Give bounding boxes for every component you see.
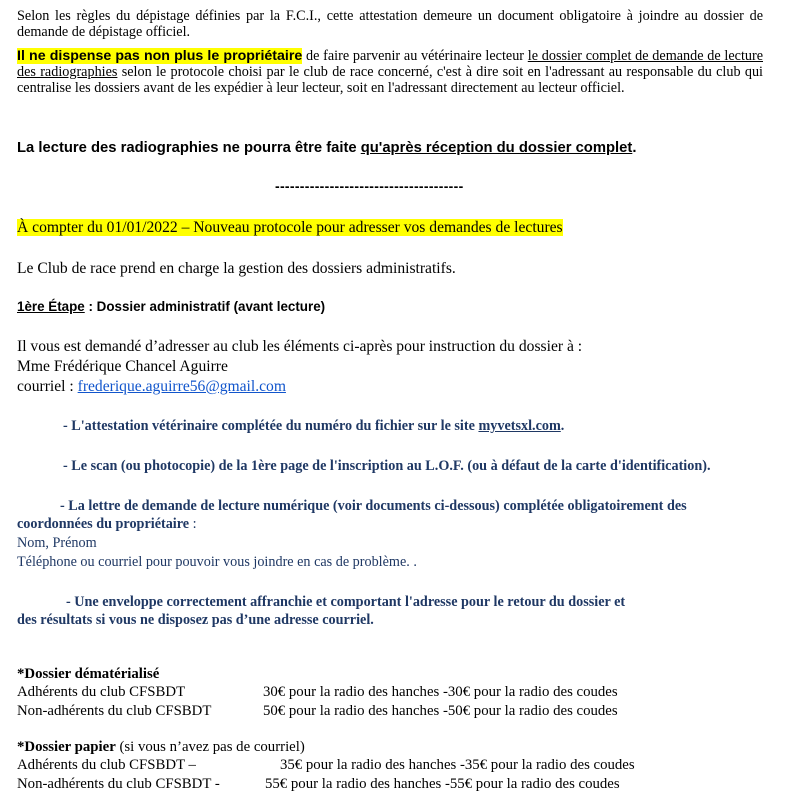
intro-text-2a: de faire parvenir au vétérinaire lecteur [302,48,528,64]
pricing-row-price: 30€ pour la radio des hanches -30€ pour la radio des coudes [263,684,618,700]
pricing-row-label: Non-adhérents du club CFSBDT [17,703,212,719]
pricing-papier-title: *Dossier papier [17,739,116,755]
email-label: courriel : [17,378,78,395]
complete-file-underlined: le dossier complet de demande de lecture des radiographies [17,48,763,80]
owner-name-line: Nom, Prénom [17,535,97,551]
notice-text: La lecture des radiographies ne pourra être faite [17,140,361,156]
contact-name: Mme Frédérique Chancel Aguirre [17,358,228,375]
item-envelope-line2: des résultats si vous ne disposez pas d’une adresse courriel. [17,612,374,628]
item-request-letter-line1: - La lettre de demande de lecture numérique (voir documents ci-dessous) complétée obligatoirement des [60,498,687,514]
pricing-dematerialise-title: *Dossier dématérialisé [17,666,160,682]
separator: -------------------------------------- [275,178,464,194]
intro-text-1: Selon les règles du dépistage définies par la F.C.I., cette attestation demeure un document obligatoire à joindre au dossier de demande de dépistage officiel. [17,8,763,40]
item1-end: . [560,418,565,434]
owner-details: coordonnées du propriétaire [17,516,190,532]
contact-email-line [17,378,286,396]
protocol-banner [17,219,563,237]
step1-label: 1ère Étape [17,299,85,314]
notice-end: . [632,140,637,156]
notice-underlined: qu'après réception du dossier complet [360,140,633,156]
item1-text: - L'attestation vétérinaire complétée du numéro du fichier sur le site [63,418,479,434]
owner-contact-line: Téléphone ou courriel pour pouvoir vous joindre en cas de problème. . [17,554,417,570]
pricing-papier-note: (si vous n’avez pas de courriel) [115,739,305,755]
step1-rest: : Dossier administratif (avant lecture) [84,299,326,314]
item-request-letter-line2 [17,516,197,533]
step1-heading [17,299,325,314]
item-lof-scan: - Le scan (ou photocopie) de la 1ère page de l'inscription au L.O.F. (ou à défaut de la carte d'identification). [63,458,711,474]
reading-notice [17,140,636,156]
intro-paragraph-2 [17,48,763,96]
pricing-papier-title-line [17,739,305,756]
email-link[interactable]: frederique.aguirre56@gmail.com [77,378,286,395]
item-vet-certificate [63,418,564,435]
contact-intro: Il vous est demandé d’adresser au club les éléments ci-après pour instruction du dossier à : [17,338,583,355]
pricing-row-label: Adhérents du club CFSBDT – [17,757,196,773]
intro-text-2b: selon le protocole choisi par le club de race concerné, c'est à dire soit en l'adressant au responsable du club qui centralise les dossiers avant de les expédier à leur lecteur, soit en l'adressant directement au lecteur officiel. [17,64,763,96]
pricing-row-price: 50€ pour la radio des hanches -50€ pour la radio des coudes [263,703,618,719]
pricing-row-price: 55€ pour la radio des hanches -55€ pour la radio des coudes [265,776,620,792]
pricing-row-price: 35€ pour la radio des hanches -35€ pour la radio des coudes [280,757,635,773]
protocol-banner-text: À compter du 01/01/2022 – Nouveau protocole pour adresser vos demandes de lectures [17,219,563,236]
item-envelope-line1: - Une enveloppe correctement affranchie et comportant l'adresse pour le retour du dossier et [66,594,626,610]
owner-details-colon: : [189,516,197,532]
myvetsxl-link[interactable]: myvetsxl.com [478,418,561,434]
pricing-row-label: Adhérents du club CFSBDT [17,684,186,700]
intro-paragraph-1 [17,8,763,40]
pricing-row-label: Non-adhérents du club CFSBDT - [17,776,220,792]
owner-highlight: Il ne dispense pas non plus le propriétaire [17,48,303,64]
club-text: Le Club de race prend en charge la gestion des dossiers administratifs. [17,260,456,277]
